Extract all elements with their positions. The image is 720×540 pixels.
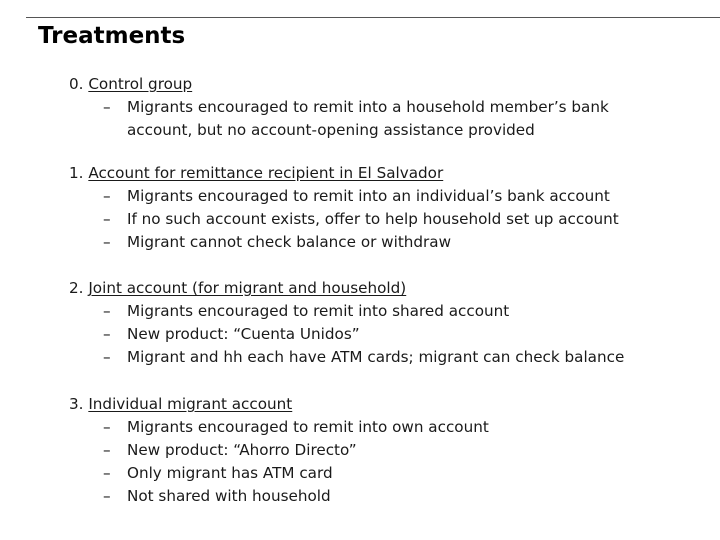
top-divider — [26, 17, 720, 18]
list-item — [69, 485, 637, 508]
bullet-text: Migrants encouraged to remit into shared account — [127, 302, 510, 320]
section-heading — [69, 393, 709, 416]
bullet-list — [69, 300, 709, 369]
bullet-text: Migrants encouraged to remit into own account — [127, 418, 489, 436]
list-item — [69, 439, 637, 462]
section-label: Account for remittance recipient in El Salvador — [88, 164, 444, 182]
bullet-text: Not shared with household — [127, 487, 331, 505]
dash-bullet: – — [103, 487, 111, 505]
bullet-list — [69, 416, 709, 508]
bullet-list — [69, 185, 709, 254]
dash-bullet: – — [103, 187, 111, 205]
section-heading — [69, 73, 709, 96]
section-number: 0. — [69, 75, 84, 93]
list-item — [69, 96, 637, 142]
slide-title: Treatments — [38, 23, 186, 49]
section-label: Joint account (for migrant and household) — [88, 279, 407, 297]
bullet-text: Migrant and hh each have ATM cards; migrant can check balance — [127, 348, 625, 366]
list-item — [69, 462, 637, 485]
dash-bullet: – — [103, 441, 111, 459]
dash-bullet: – — [103, 302, 111, 320]
dash-bullet: – — [103, 464, 111, 482]
section-heading — [69, 277, 709, 300]
bullet-text: New product: “Ahorro Directo” — [127, 441, 357, 459]
dash-bullet: – — [103, 210, 111, 228]
dash-bullet: – — [103, 348, 111, 366]
bullet-text: If no such account exists, offer to help household set up account — [127, 210, 619, 228]
dash-bullet: – — [103, 325, 111, 343]
section-number: 3. — [69, 395, 84, 413]
list-item — [69, 416, 637, 439]
list-item — [69, 231, 637, 254]
list-item — [69, 300, 637, 323]
bullet-text: Migrants encouraged to remit into a household member’s bank account, but no account-opening assistance provided — [127, 98, 609, 139]
treatment-section-control — [69, 73, 709, 142]
bullet-text: Migrants encouraged to remit into an individual’s bank account — [127, 187, 610, 205]
section-label: Control group — [88, 75, 193, 93]
treatment-section-recipient-account — [69, 162, 709, 254]
list-item — [69, 208, 637, 231]
treatment-section-individual-migrant-account — [69, 393, 709, 508]
bullet-text: Only migrant has ATM card — [127, 464, 333, 482]
dash-bullet: – — [103, 233, 111, 251]
dash-bullet: – — [103, 98, 111, 116]
bullet-list — [69, 96, 709, 142]
treatment-section-joint-account — [69, 277, 709, 369]
dash-bullet: – — [103, 418, 111, 436]
section-number: 2. — [69, 279, 84, 297]
list-item — [69, 323, 637, 346]
bullet-text: New product: “Cuenta Unidos” — [127, 325, 360, 343]
list-item — [69, 185, 637, 208]
section-number: 1. — [69, 164, 84, 182]
bullet-text: Migrant cannot check balance or withdraw — [127, 233, 452, 251]
section-label: Individual migrant account — [88, 395, 293, 413]
section-heading — [69, 162, 709, 185]
list-item — [69, 346, 637, 369]
